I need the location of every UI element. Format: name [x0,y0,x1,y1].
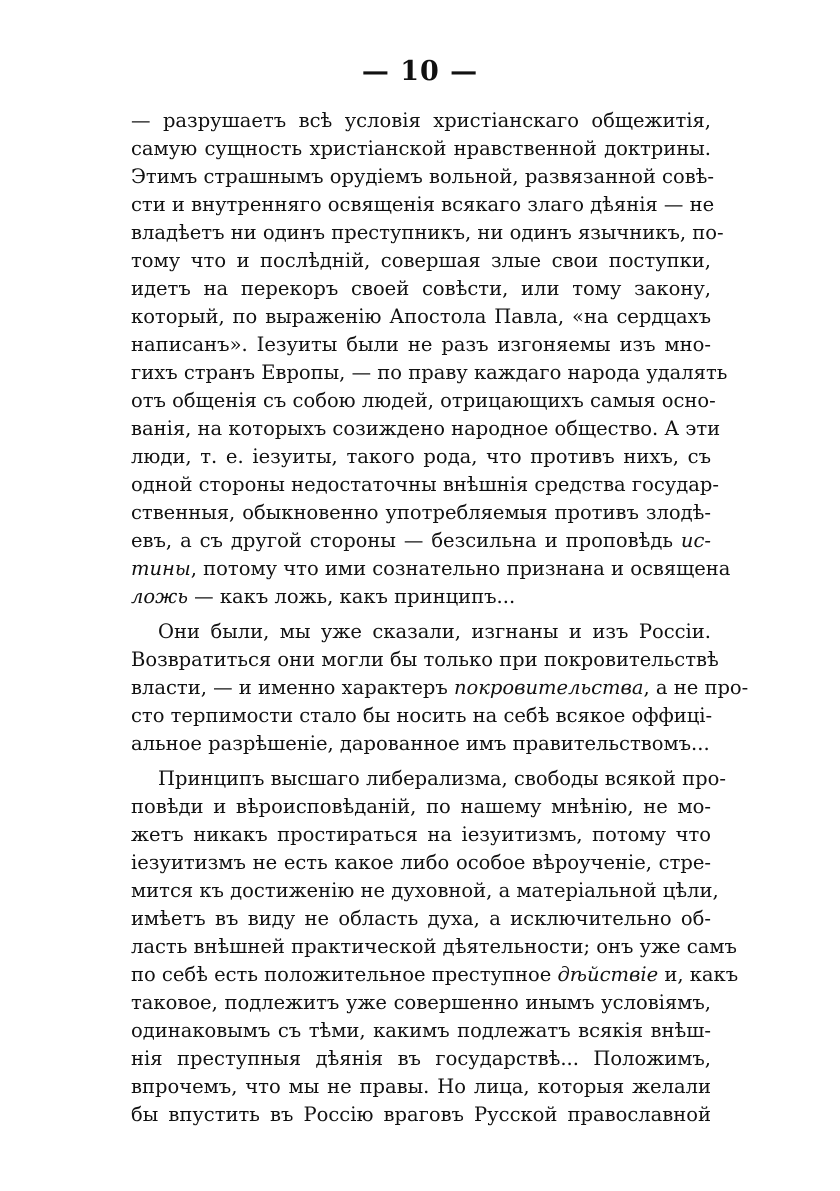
text-line: евъ, а съ другой стороны — безсильна и проповѣдь ис- [131,529,711,552]
text-line: по себѣ есть положительное преступное дѣйствіе и, какъ [131,963,739,986]
text-line: люди, т. е. іезуиты, такого рода, что противъ нихъ, съ [131,445,711,468]
text-line: Они были, мы уже сказали, изгнаны и изъ Россіи. [158,620,711,643]
text-line: тины, потому что ими сознательно признана и освящена [131,557,731,580]
text-line: сти и внутренняго освященія всякаго злаго дѣянія — не [131,193,715,216]
text-line: Возвратиться они могли бы только при покровительствѣ [131,648,719,671]
italic-emphasis: тины [131,557,191,580]
text-line: бы впустить въ Россію враговъ Русской православной [131,1103,711,1126]
text-line: — разрушаетъ всѣ условія христіанскаго общежитія, [131,109,711,132]
text-line: Этимъ страшнымъ орудіемъ вольной, развязанной совѣ- [131,165,715,188]
text-line: власти, — и именно характеръ покровительства, а не про- [131,676,749,699]
text-line: мится къ достиженію не духовной, а матеріальной цѣли, [131,879,719,902]
text-line: ванія, на которыхъ созиждено народное общество. А эти [131,417,721,440]
text-line: идетъ на перекоръ своей совѣсти, или тому закону, [131,277,711,300]
italic-emphasis: покровительства [453,676,644,699]
text-line: іезуитизмъ не есть какое либо особое вѣроученіе, стре- [131,851,711,874]
text-line: нія преступныя дѣянія въ государствѣ... Положимъ, [131,1047,711,1070]
italic-emphasis: ложь [131,585,188,608]
text-line: который, по выраженію Апостола Павла, «на сердцахъ [131,305,711,328]
paragraph-3 [131,765,739,1129]
text-line: жетъ никакъ простираться на іезуитизмъ, потому что [131,823,711,846]
text-line: одной стороны недостаточны внѣшнія средства государ- [131,473,719,496]
text-line: тому что и послѣдній, совершая злые свои поступки, [131,249,711,272]
text-line: имѣетъ въ виду не область духа, а исключительно об- [131,907,711,930]
paragraph-1 [131,107,731,611]
text-line: написанъ». Іезуиты были не разъ изгоняемы изъ мно- [131,333,711,356]
body-text [131,107,749,1129]
paragraph-2 [131,618,749,758]
text-line: таковое, подлежитъ уже совершенно инымъ условіямъ, [131,991,711,1014]
text-line: Принципъ высшаго либерализма, свободы всякой про- [158,767,726,790]
text-line: владѣетъ ни одинъ преступникъ, ни одинъ язычникъ, по- [131,221,724,244]
text-line: альное разрѣшеніе, дарованное имъ правительствомъ... [131,732,710,755]
text-line: одинаковымъ съ тѣми, какимъ подлежатъ всякія внѣш- [131,1019,711,1042]
text-line: отъ общенія съ собою людей, отрицающихъ самыя осно- [131,389,716,412]
text-line: ственныя, обыкновенно употребляемыя противъ злодѣ- [131,501,711,524]
text-line: сто терпимости стало бы носить на себѣ всякое оффиці- [131,704,713,727]
text-line: самую сущность христіанской нравственной доктрины. [131,137,711,160]
text-line: повѣди и вѣроисповѣданій, по нашему мнѣнію, не мо- [131,795,711,818]
text-line: впрочемъ, что мы не правы. Но лица, которыя желали [131,1075,711,1098]
text-line: гихъ странъ Европы, — по праву каждаго народа удалять [131,361,728,384]
italic-emphasis: дѣйствіе [557,963,659,986]
text-line: ласть внѣшней практической дѣятельности; онъ уже самъ [131,935,737,958]
page-number: — 10 — [361,56,479,87]
italic-emphasis: ис- [680,529,711,552]
text-line: ложь — какъ ложь, какъ принципъ... [131,585,516,608]
